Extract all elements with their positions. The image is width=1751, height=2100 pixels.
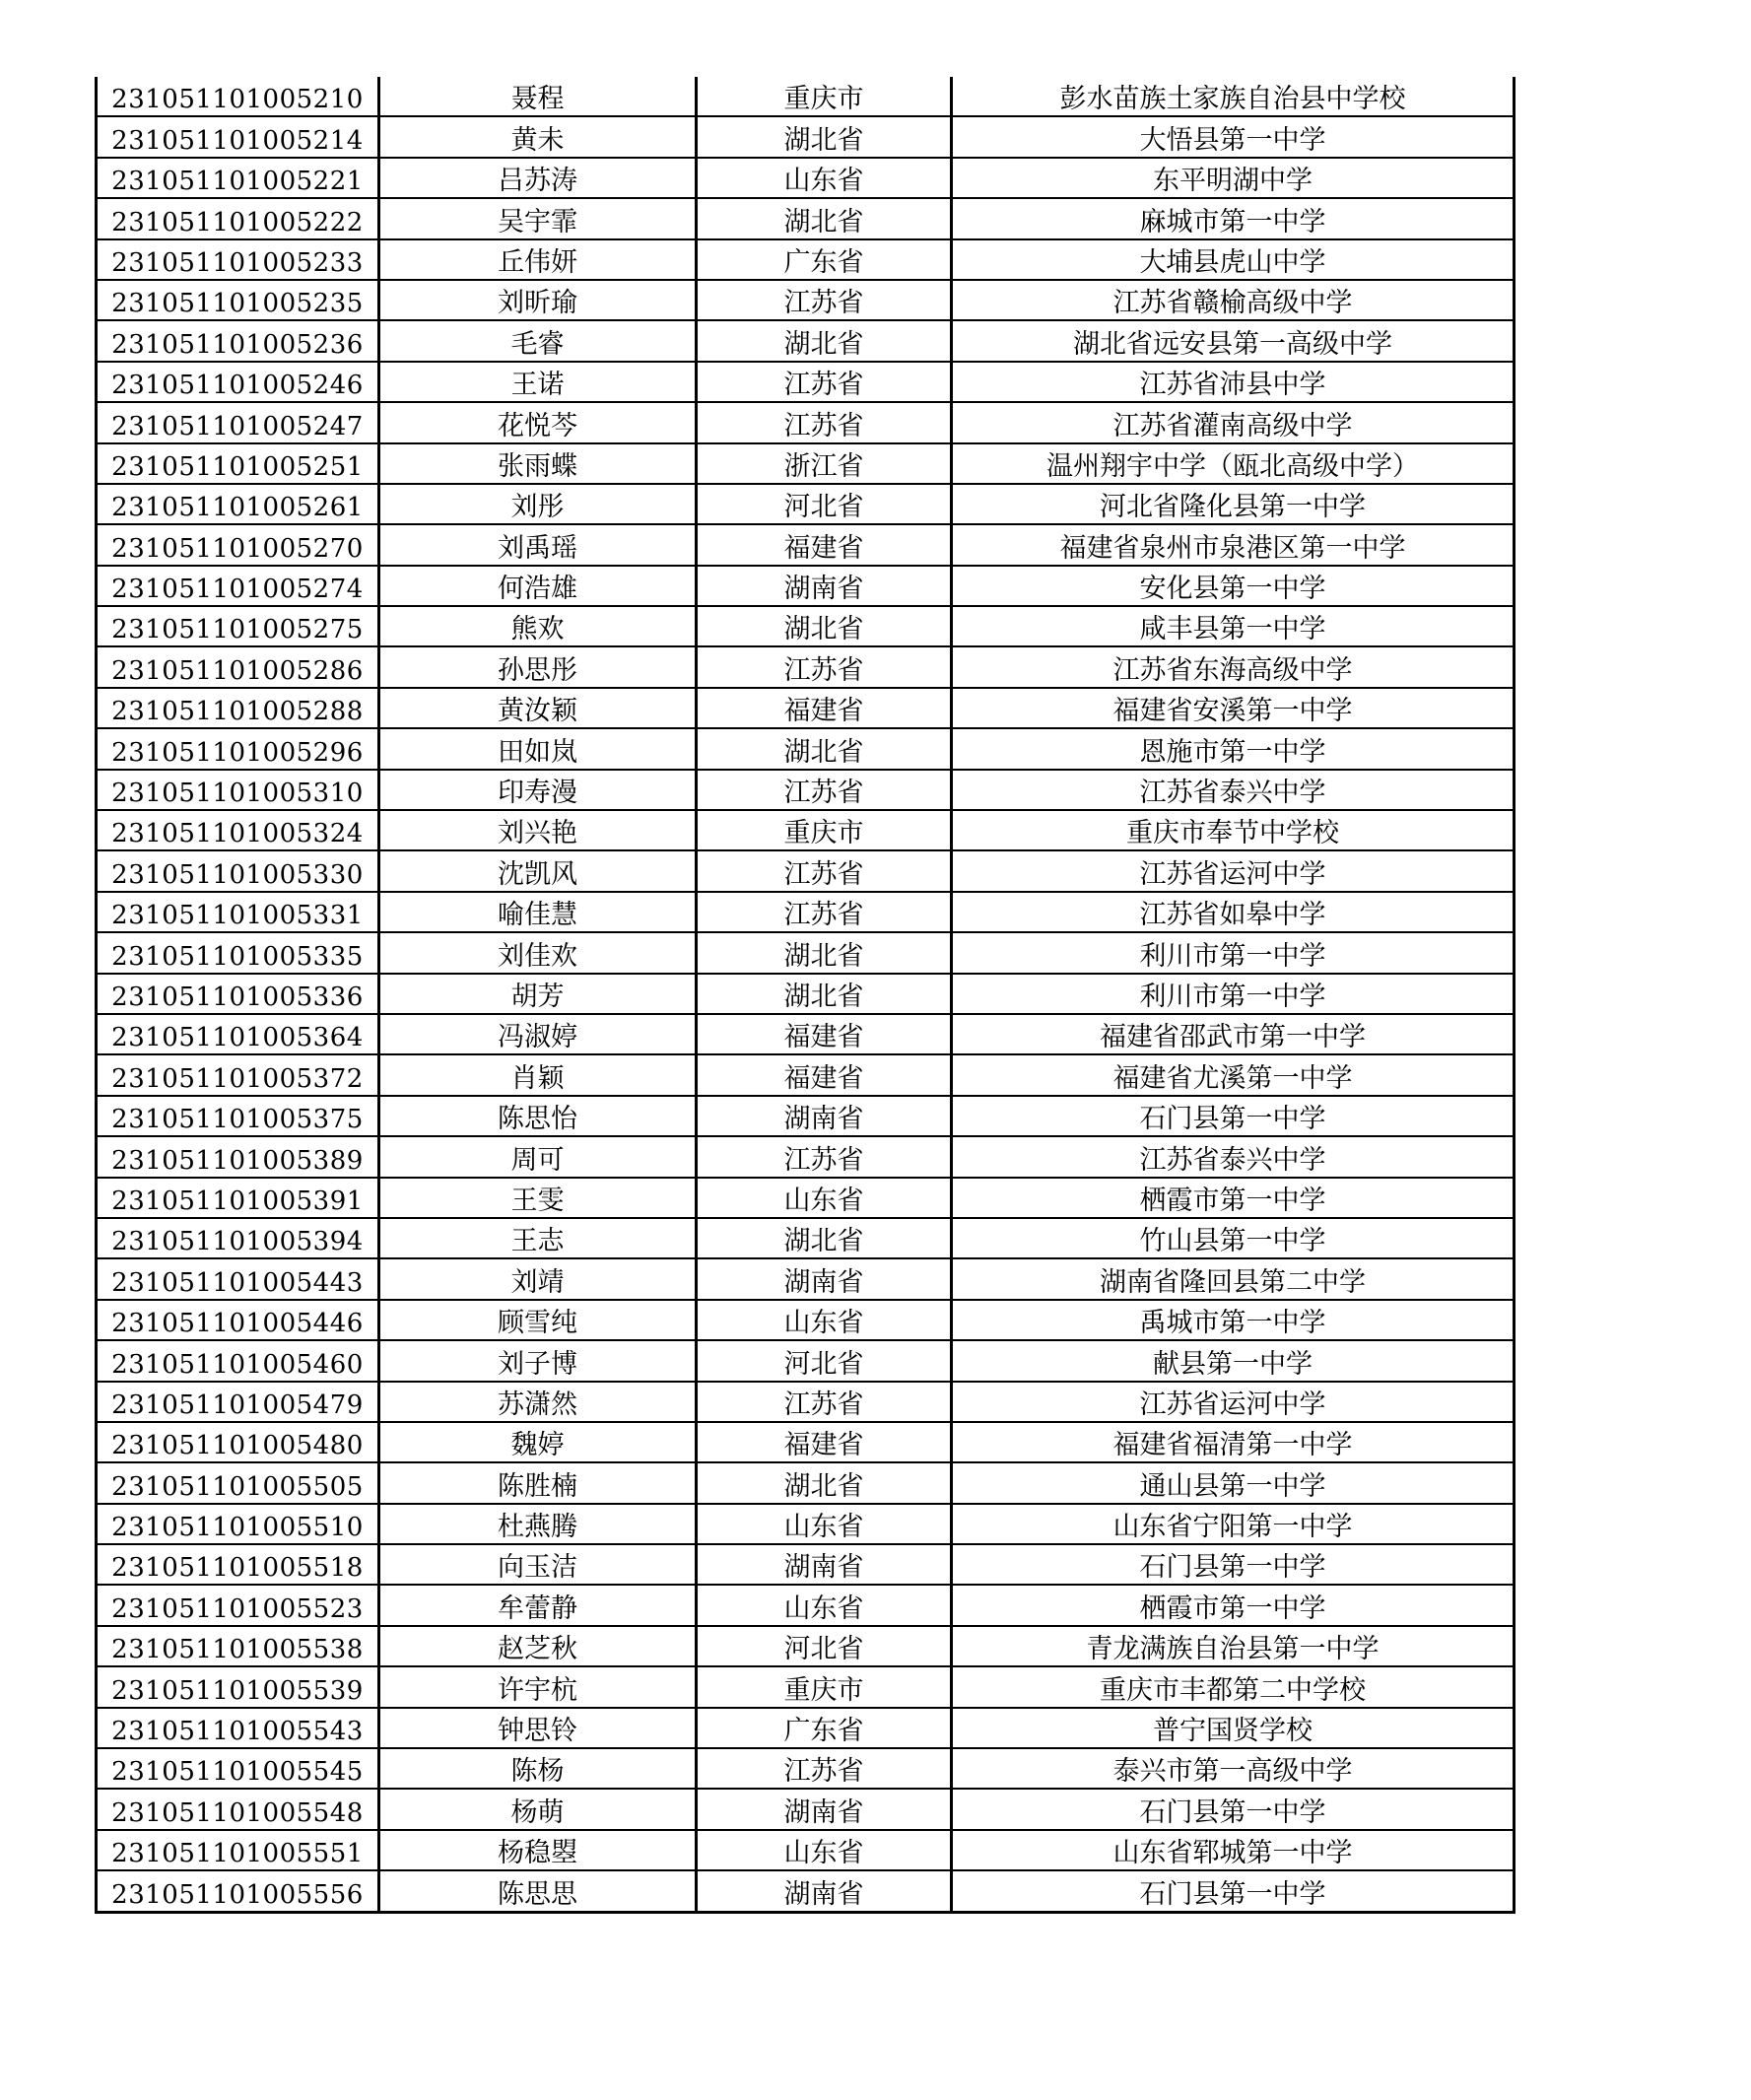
table-row <box>97 1708 1515 1748</box>
province-cell: 江苏省 <box>697 1748 952 1789</box>
student-name-cell: 沈凯风 <box>379 850 697 891</box>
school-cell: 东平明湖中学 <box>952 158 1515 198</box>
table-row <box>97 1544 1515 1585</box>
school-cell: 江苏省运河中学 <box>952 1382 1515 1422</box>
table-row <box>97 1096 1515 1136</box>
student-name-cell: 魏婷 <box>379 1422 697 1462</box>
student-name-cell: 毛睿 <box>379 320 697 361</box>
province-cell: 山东省 <box>697 1178 952 1218</box>
candidate-id-cell: 231051101005251 <box>97 443 379 484</box>
table-row <box>97 646 1515 687</box>
province-cell: 江苏省 <box>697 892 952 932</box>
student-name-cell: 张雨蝶 <box>379 443 697 484</box>
student-name-cell: 许宇杭 <box>379 1666 697 1707</box>
candidate-id-cell: 231051101005235 <box>97 280 379 320</box>
school-cell: 利川市第一中学 <box>952 932 1515 973</box>
student-name-cell: 黄未 <box>379 116 697 157</box>
candidate-id-cell: 231051101005443 <box>97 1258 379 1299</box>
student-name-cell: 刘兴艳 <box>379 810 697 850</box>
school-cell: 重庆市奉节中学校 <box>952 810 1515 850</box>
table-row <box>97 1014 1515 1054</box>
candidate-id-cell: 231051101005270 <box>97 524 379 565</box>
province-cell: 湖北省 <box>697 1462 952 1503</box>
student-name-cell: 向玉洁 <box>379 1544 697 1585</box>
province-cell: 福建省 <box>697 688 952 728</box>
student-name-cell: 刘彤 <box>379 484 697 524</box>
student-name-cell: 钟思铃 <box>379 1708 697 1748</box>
table-row <box>97 158 1515 198</box>
candidate-id-cell: 231051101005480 <box>97 1422 379 1462</box>
student-name-cell: 肖颖 <box>379 1054 697 1095</box>
admission-list-table <box>95 77 1515 1914</box>
student-name-cell: 刘靖 <box>379 1258 697 1299</box>
student-name-cell: 花悦芩 <box>379 402 697 442</box>
table-row <box>97 1585 1515 1625</box>
student-name-cell: 刘昕瑜 <box>379 280 697 320</box>
table-row <box>97 443 1515 484</box>
school-cell: 通山县第一中学 <box>952 1462 1515 1503</box>
candidate-id-cell: 231051101005261 <box>97 484 379 524</box>
candidate-id-cell: 231051101005460 <box>97 1340 379 1381</box>
province-cell: 湖南省 <box>697 1096 952 1136</box>
student-name-cell: 王志 <box>379 1218 697 1258</box>
school-cell: 江苏省东海高级中学 <box>952 646 1515 687</box>
province-cell: 福建省 <box>697 1014 952 1054</box>
candidate-id-cell: 231051101005221 <box>97 158 379 198</box>
student-name-cell: 刘子博 <box>379 1340 697 1381</box>
candidate-id-cell: 231051101005372 <box>97 1054 379 1095</box>
student-name-cell: 刘禹瑶 <box>379 524 697 565</box>
school-cell: 江苏省泰兴中学 <box>952 770 1515 810</box>
candidate-id-cell: 231051101005324 <box>97 810 379 850</box>
province-cell: 重庆市 <box>697 77 952 116</box>
candidate-id-cell: 231051101005446 <box>97 1300 379 1340</box>
candidate-id-cell: 231051101005375 <box>97 1096 379 1136</box>
school-cell: 福建省邵武市第一中学 <box>952 1014 1515 1054</box>
table-row <box>97 524 1515 565</box>
table-row <box>97 1504 1515 1544</box>
student-name-cell: 吕苏涛 <box>379 158 697 198</box>
table-row <box>97 1789 1515 1829</box>
candidate-id-cell: 231051101005236 <box>97 320 379 361</box>
candidate-id-cell: 231051101005543 <box>97 1708 379 1748</box>
table-row <box>97 1462 1515 1503</box>
student-name-cell: 刘佳欢 <box>379 932 697 973</box>
table-row <box>97 566 1515 606</box>
school-cell: 安化县第一中学 <box>952 566 1515 606</box>
candidate-id-cell: 231051101005523 <box>97 1585 379 1625</box>
table-row <box>97 892 1515 932</box>
school-cell: 青龙满族自治县第一中学 <box>952 1626 1515 1666</box>
province-cell: 湖北省 <box>697 116 952 157</box>
student-name-cell: 牟蕾静 <box>379 1585 697 1625</box>
table-row <box>97 1258 1515 1299</box>
candidate-id-cell: 231051101005394 <box>97 1218 379 1258</box>
table-row <box>97 1422 1515 1462</box>
province-cell: 福建省 <box>697 524 952 565</box>
table-row <box>97 1666 1515 1707</box>
student-name-cell: 王诺 <box>379 362 697 402</box>
student-name-cell: 王雯 <box>379 1178 697 1218</box>
province-cell: 湖北省 <box>697 606 952 646</box>
table-row <box>97 1340 1515 1381</box>
table-row <box>97 1870 1515 1912</box>
student-name-cell: 丘伟妍 <box>379 239 697 280</box>
student-name-cell: 聂程 <box>379 77 697 116</box>
candidate-id-cell: 231051101005310 <box>97 770 379 810</box>
school-cell: 江苏省沛县中学 <box>952 362 1515 402</box>
table-row <box>97 77 1515 116</box>
candidate-id-cell: 231051101005246 <box>97 362 379 402</box>
school-cell: 湖北省远安县第一高级中学 <box>952 320 1515 361</box>
student-name-cell: 喻佳慧 <box>379 892 697 932</box>
student-name-cell: 冯淑婷 <box>379 1014 697 1054</box>
school-cell: 福建省尤溪第一中学 <box>952 1054 1515 1095</box>
candidate-id-cell: 231051101005274 <box>97 566 379 606</box>
student-name-cell: 吴宇霏 <box>379 198 697 238</box>
province-cell: 湖南省 <box>697 1789 952 1829</box>
candidate-id-cell: 231051101005335 <box>97 932 379 973</box>
province-cell: 浙江省 <box>697 443 952 484</box>
candidate-id-cell: 231051101005214 <box>97 116 379 157</box>
candidate-id-cell: 231051101005336 <box>97 974 379 1014</box>
table-row <box>97 1748 1515 1789</box>
student-name-cell: 孙思彤 <box>379 646 697 687</box>
candidate-id-cell: 231051101005510 <box>97 1504 379 1544</box>
student-name-cell: 胡芳 <box>379 974 697 1014</box>
student-name-cell: 陈杨 <box>379 1748 697 1789</box>
school-cell: 普宁国贤学校 <box>952 1708 1515 1748</box>
table-row <box>97 484 1515 524</box>
province-cell: 湖北省 <box>697 974 952 1014</box>
school-cell: 福建省泉州市泉港区第一中学 <box>952 524 1515 565</box>
province-cell: 山东省 <box>697 1585 952 1625</box>
province-cell: 江苏省 <box>697 770 952 810</box>
school-cell: 石门县第一中学 <box>952 1870 1515 1912</box>
student-name-cell: 杨稳曌 <box>379 1830 697 1870</box>
province-cell: 湖南省 <box>697 1544 952 1585</box>
province-cell: 广东省 <box>697 239 952 280</box>
candidate-id-cell: 231051101005505 <box>97 1462 379 1503</box>
province-cell: 福建省 <box>697 1054 952 1095</box>
province-cell: 山东省 <box>697 1300 952 1340</box>
table-row <box>97 362 1515 402</box>
province-cell: 广东省 <box>697 1708 952 1748</box>
student-name-cell: 印寿漫 <box>379 770 697 810</box>
candidate-id-cell: 231051101005545 <box>97 1748 379 1789</box>
table-row <box>97 606 1515 646</box>
student-name-cell: 陈胜楠 <box>379 1462 697 1503</box>
school-cell: 山东省宁阳第一中学 <box>952 1504 1515 1544</box>
school-cell: 湖南省隆回县第二中学 <box>952 1258 1515 1299</box>
table-row <box>97 116 1515 157</box>
school-cell: 栖霞市第一中学 <box>952 1178 1515 1218</box>
table-row <box>97 932 1515 973</box>
table-row <box>97 1218 1515 1258</box>
candidate-id-cell: 231051101005233 <box>97 239 379 280</box>
student-name-cell: 何浩雄 <box>379 566 697 606</box>
candidate-id-cell: 231051101005330 <box>97 850 379 891</box>
school-cell: 江苏省运河中学 <box>952 850 1515 891</box>
table-row <box>97 1136 1515 1177</box>
province-cell: 湖北省 <box>697 320 952 361</box>
province-cell: 江苏省 <box>697 280 952 320</box>
school-cell: 咸丰县第一中学 <box>952 606 1515 646</box>
table-row <box>97 974 1515 1014</box>
province-cell: 湖北省 <box>697 728 952 769</box>
school-cell: 竹山县第一中学 <box>952 1218 1515 1258</box>
province-cell: 湖北省 <box>697 198 952 238</box>
province-cell: 江苏省 <box>697 850 952 891</box>
province-cell: 河北省 <box>697 1626 952 1666</box>
province-cell: 重庆市 <box>697 810 952 850</box>
school-cell: 山东省郓城第一中学 <box>952 1830 1515 1870</box>
candidate-id-cell: 231051101005539 <box>97 1666 379 1707</box>
student-name-cell: 杜燕腾 <box>379 1504 697 1544</box>
province-cell: 江苏省 <box>697 646 952 687</box>
table-row <box>97 1178 1515 1218</box>
candidate-id-cell: 231051101005275 <box>97 606 379 646</box>
province-cell: 重庆市 <box>697 1666 952 1707</box>
table-row <box>97 810 1515 850</box>
candidate-id-cell: 231051101005247 <box>97 402 379 442</box>
province-cell: 湖南省 <box>697 566 952 606</box>
table-row <box>97 402 1515 442</box>
school-cell: 大悟县第一中学 <box>952 116 1515 157</box>
student-name-cell: 陈思思 <box>379 1870 697 1912</box>
school-cell: 禹城市第一中学 <box>952 1300 1515 1340</box>
student-name-cell: 周可 <box>379 1136 697 1177</box>
table-row <box>97 198 1515 238</box>
candidate-id-cell: 231051101005389 <box>97 1136 379 1177</box>
province-cell: 湖南省 <box>697 1870 952 1912</box>
table-row <box>97 1054 1515 1095</box>
school-cell: 重庆市丰都第二中学校 <box>952 1666 1515 1707</box>
table-row <box>97 1382 1515 1422</box>
province-cell: 江苏省 <box>697 1382 952 1422</box>
province-cell: 湖北省 <box>697 1218 952 1258</box>
candidate-id-cell: 231051101005391 <box>97 1178 379 1218</box>
table-row <box>97 1300 1515 1340</box>
school-cell: 福建省安溪第一中学 <box>952 688 1515 728</box>
student-name-cell: 杨萌 <box>379 1789 697 1829</box>
table-row <box>97 320 1515 361</box>
province-cell: 湖北省 <box>697 932 952 973</box>
candidate-id-cell: 231051101005556 <box>97 1870 379 1912</box>
school-cell: 彭水苗族土家族自治县中学校 <box>952 77 1515 116</box>
candidate-id-cell: 231051101005518 <box>97 1544 379 1585</box>
student-name-cell: 田如岚 <box>379 728 697 769</box>
table-row <box>97 688 1515 728</box>
table-row <box>97 239 1515 280</box>
province-cell: 山东省 <box>697 1504 952 1544</box>
school-cell: 石门县第一中学 <box>952 1096 1515 1136</box>
school-cell: 献县第一中学 <box>952 1340 1515 1381</box>
school-cell: 温州翔宇中学（瓯北高级中学） <box>952 443 1515 484</box>
school-cell: 泰兴市第一高级中学 <box>952 1748 1515 1789</box>
candidate-id-cell: 231051101005210 <box>97 77 379 116</box>
candidate-id-cell: 231051101005364 <box>97 1014 379 1054</box>
school-cell: 江苏省赣榆高级中学 <box>952 280 1515 320</box>
school-cell: 大埔县虎山中学 <box>952 239 1515 280</box>
school-cell: 栖霞市第一中学 <box>952 1585 1515 1625</box>
province-cell: 江苏省 <box>697 1136 952 1177</box>
school-cell: 福建省福清第一中学 <box>952 1422 1515 1462</box>
student-name-cell: 陈思怡 <box>379 1096 697 1136</box>
school-cell: 江苏省泰兴中学 <box>952 1136 1515 1177</box>
student-name-cell: 赵芝秋 <box>379 1626 697 1666</box>
province-cell: 山东省 <box>697 158 952 198</box>
province-cell: 江苏省 <box>697 362 952 402</box>
table-row <box>97 728 1515 769</box>
table-row <box>97 850 1515 891</box>
province-cell: 福建省 <box>697 1422 952 1462</box>
province-cell: 河北省 <box>697 1340 952 1381</box>
table-row <box>97 770 1515 810</box>
candidate-id-cell: 231051101005479 <box>97 1382 379 1422</box>
table-row <box>97 1830 1515 1870</box>
table-body <box>97 77 1515 1912</box>
student-name-cell: 顾雪纯 <box>379 1300 697 1340</box>
province-cell: 湖南省 <box>697 1258 952 1299</box>
table-row <box>97 1626 1515 1666</box>
province-cell: 山东省 <box>697 1830 952 1870</box>
student-name-cell: 熊欢 <box>379 606 697 646</box>
candidate-id-cell: 231051101005286 <box>97 646 379 687</box>
school-cell: 麻城市第一中学 <box>952 198 1515 238</box>
candidate-id-cell: 231051101005288 <box>97 688 379 728</box>
school-cell: 河北省隆化县第一中学 <box>952 484 1515 524</box>
school-cell: 石门县第一中学 <box>952 1544 1515 1585</box>
student-name-cell: 黄汝颖 <box>379 688 697 728</box>
candidate-id-cell: 231051101005296 <box>97 728 379 769</box>
candidate-id-cell: 231051101005538 <box>97 1626 379 1666</box>
province-cell: 河北省 <box>697 484 952 524</box>
candidate-id-cell: 231051101005551 <box>97 1830 379 1870</box>
school-cell: 江苏省如皋中学 <box>952 892 1515 932</box>
candidate-id-cell: 231051101005222 <box>97 198 379 238</box>
school-cell: 江苏省灌南高级中学 <box>952 402 1515 442</box>
student-name-cell: 苏潇然 <box>379 1382 697 1422</box>
school-cell: 恩施市第一中学 <box>952 728 1515 769</box>
table-row <box>97 280 1515 320</box>
school-cell: 利川市第一中学 <box>952 974 1515 1014</box>
province-cell: 江苏省 <box>697 402 952 442</box>
candidate-id-cell: 231051101005548 <box>97 1789 379 1829</box>
school-cell: 石门县第一中学 <box>952 1789 1515 1829</box>
candidate-id-cell: 231051101005331 <box>97 892 379 932</box>
